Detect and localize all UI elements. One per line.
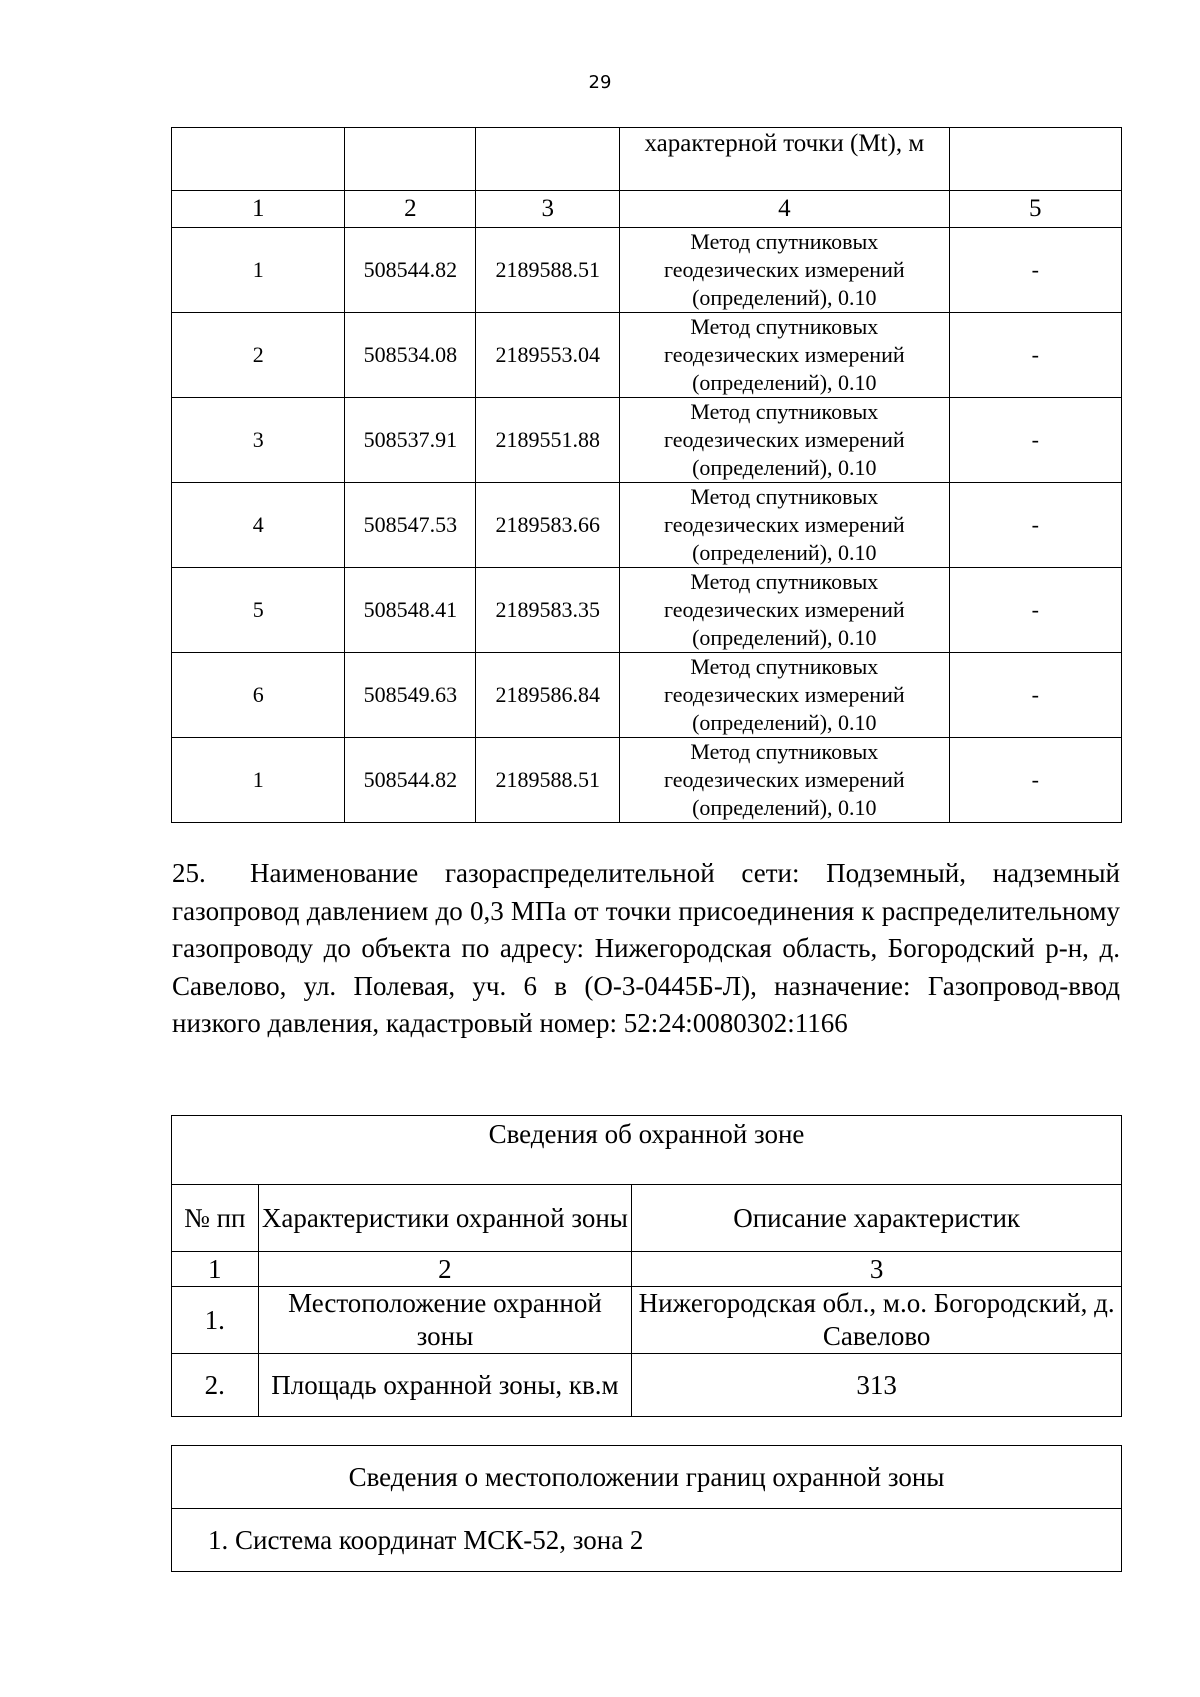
header-number: № пп [172, 1185, 259, 1252]
column-number: 1 [172, 191, 345, 228]
header-cell [172, 128, 345, 191]
column-number: 1 [172, 1252, 259, 1287]
bounds-table-title: Сведения о местоположении границ охранной зоны [172, 1446, 1122, 1509]
point-number: 3 [172, 398, 345, 483]
table-row [172, 1287, 1122, 1354]
note-cell: - [949, 653, 1122, 738]
section-text: Наименование газораспределительной сети: Подземный, надземный газопровод давлением до 0,3 МПа от точки присоединения к распределительному газопроводу до объекта по адресу: Нижегородская область, Богородский р-н, д. Савелово, ул. Полевая, уч. 6 в (О-3-0445Б-Л), назначение: Газопровод-ввод низкого давления, кадастровый номер: 52:24:0080302:1166 [172, 858, 1120, 1038]
coordinate-system: 1. Система координат МСК-52, зона 2 [172, 1509, 1122, 1572]
zone-title-row [172, 1116, 1122, 1185]
note-cell: - [949, 483, 1122, 568]
zone-header-row [172, 1185, 1122, 1252]
method-line: Метод спутниковых [690, 399, 879, 424]
note-cell: - [949, 313, 1122, 398]
coordinates-rows [172, 228, 1122, 823]
header-description: Описание характеристик [632, 1185, 1122, 1252]
page-number: 29 [588, 72, 612, 93]
method-line: геодезических измерений [664, 427, 905, 452]
coordinate-y: 2189553.04 [476, 313, 620, 398]
row-number: 2. [172, 1354, 259, 1417]
table-row [172, 398, 1122, 483]
method-cell [620, 738, 949, 823]
method-line: (определений), 0.10 [692, 370, 877, 395]
coordinates-table [171, 127, 1122, 823]
coordinate-x: 508544.82 [345, 228, 476, 313]
method-line: (определений), 0.10 [692, 625, 877, 650]
method-cell [620, 228, 949, 313]
row-number: 1. [172, 1287, 259, 1354]
header-cell [476, 128, 620, 191]
coordinate-y: 2189583.66 [476, 483, 620, 568]
column-number: 2 [345, 191, 476, 228]
table-row [172, 483, 1122, 568]
method-line: Метод спутниковых [690, 739, 879, 764]
coordinate-x: 508548.41 [345, 568, 476, 653]
note-cell: - [949, 738, 1122, 823]
column-number: 3 [632, 1252, 1122, 1287]
coordinate-x: 508549.63 [345, 653, 476, 738]
row-description: Нижегородская обл., м.о. Богородский, д. Савелово [632, 1287, 1122, 1354]
method-line: Метод спутниковых [690, 229, 879, 254]
boundaries-table [171, 1445, 1122, 1572]
coordinate-y: 2189586.84 [476, 653, 620, 738]
zone-column-number-row [172, 1252, 1122, 1287]
section-number: 25. [172, 858, 206, 888]
coordinate-x: 508537.91 [345, 398, 476, 483]
zone-table-title: Сведения об охранной зоне [172, 1116, 1122, 1185]
coordinate-y: 2189583.35 [476, 568, 620, 653]
method-line: Метод спутниковых [690, 654, 879, 679]
row-description: 313 [632, 1354, 1122, 1417]
coordinate-x: 508547.53 [345, 483, 476, 568]
table-row [172, 313, 1122, 398]
method-line: (определений), 0.10 [692, 795, 877, 820]
point-number: 6 [172, 653, 345, 738]
method-line: геодезических измерений [664, 257, 905, 282]
row-characteristic: Площадь охранной зоны, кв.м [258, 1354, 632, 1417]
method-line: (определений), 0.10 [692, 710, 877, 735]
protected-zone-table [171, 1115, 1122, 1417]
method-cell [620, 483, 949, 568]
method-line: геодезических измерений [664, 682, 905, 707]
coordinate-y: 2189588.51 [476, 228, 620, 313]
method-cell [620, 568, 949, 653]
column-number: 2 [258, 1252, 632, 1287]
column-number-row [172, 191, 1122, 228]
coordinate-y: 2189551.88 [476, 398, 620, 483]
header-cell [345, 128, 476, 191]
note-cell: - [949, 228, 1122, 313]
method-line: геодезических измерений [664, 597, 905, 622]
note-cell: - [949, 568, 1122, 653]
column-number: 3 [476, 191, 620, 228]
table-row [172, 653, 1122, 738]
table-row [172, 738, 1122, 823]
method-cell [620, 398, 949, 483]
header-cell [949, 128, 1122, 191]
header-characteristic: Характеристики охранной зоны [258, 1185, 632, 1252]
coordinate-y: 2189588.51 [476, 738, 620, 823]
column-number: 5 [949, 191, 1122, 228]
table-row [172, 568, 1122, 653]
method-line: (определений), 0.10 [692, 285, 877, 310]
coordinate-x: 508534.08 [345, 313, 476, 398]
header-cell-accuracy: характерной точки (Mt), м [620, 128, 949, 191]
method-line: Метод спутниковых [690, 569, 879, 594]
point-number: 1 [172, 738, 345, 823]
table-row [172, 1354, 1122, 1417]
coordinate-x: 508544.82 [345, 738, 476, 823]
point-number: 4 [172, 483, 345, 568]
method-cell [620, 313, 949, 398]
continued-header-row [172, 128, 1122, 191]
method-line: геодезических измерений [664, 767, 905, 792]
point-number: 2 [172, 313, 345, 398]
row-characteristic: Местоположение охранной зоны [258, 1287, 632, 1354]
bounds-title-row [172, 1446, 1122, 1509]
method-line: Метод спутниковых [690, 484, 879, 509]
method-line: (определений), 0.10 [692, 455, 877, 480]
method-line: геодезических измерений [664, 512, 905, 537]
table-row [172, 228, 1122, 313]
section-paragraph [172, 855, 1120, 1043]
method-line: Метод спутниковых [690, 314, 879, 339]
method-line: (определений), 0.10 [692, 540, 877, 565]
note-cell: - [949, 398, 1122, 483]
point-number: 5 [172, 568, 345, 653]
point-number: 1 [172, 228, 345, 313]
method-cell [620, 653, 949, 738]
coordinate-system-row [172, 1509, 1122, 1572]
column-number: 4 [620, 191, 949, 228]
method-line: геодезических измерений [664, 342, 905, 367]
